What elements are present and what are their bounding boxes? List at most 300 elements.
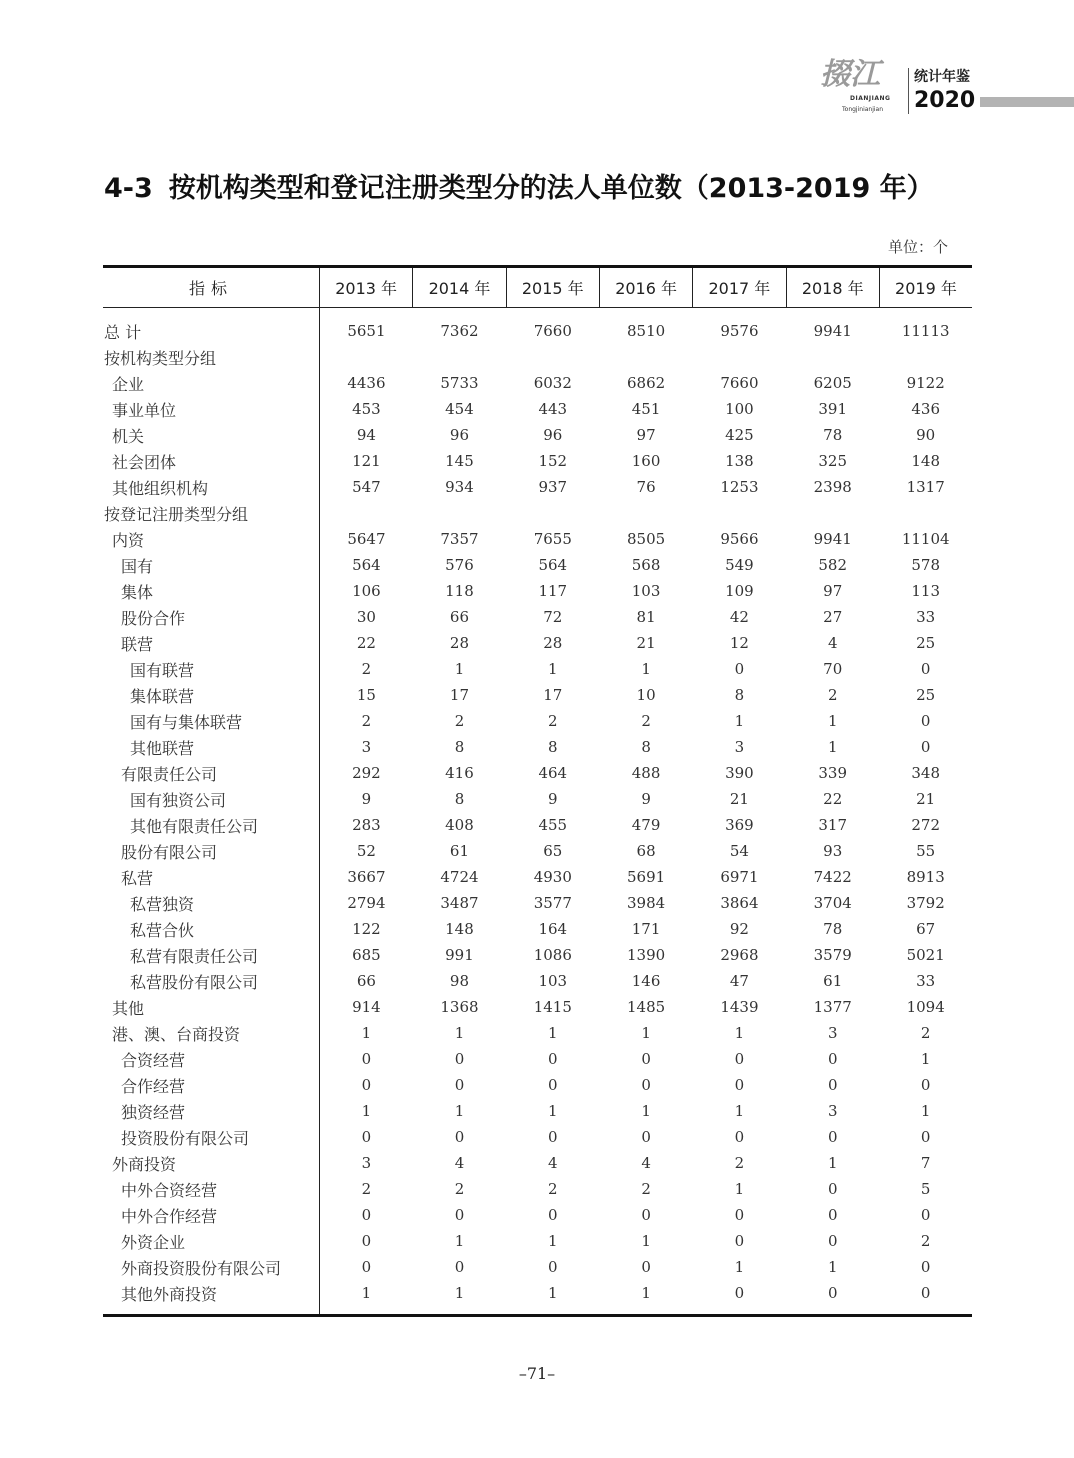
table-row	[103, 422, 972, 448]
table-row	[103, 1072, 972, 1098]
cell-value: 7660	[533, 322, 572, 340]
cell-value: 97	[823, 582, 843, 600]
cell-value: 10	[636, 686, 656, 704]
cell-value: 0	[734, 1128, 745, 1146]
cell-value: 0	[641, 1258, 651, 1276]
row-label: 集体联营	[103, 682, 320, 708]
cell-value: 8	[641, 738, 651, 756]
row-label: 中外合资经营	[103, 1176, 320, 1202]
cell-value: 2	[361, 660, 372, 678]
row-label: 外商投资	[103, 1150, 320, 1176]
header-row	[103, 267, 972, 308]
cell-value: 66	[449, 608, 470, 626]
table-row	[103, 474, 972, 500]
cell-value: 94	[356, 426, 376, 444]
cell-value: 2	[548, 712, 558, 730]
row-label: 社会团体	[103, 448, 320, 474]
cell-value: 317	[818, 816, 848, 834]
cell-value: 0	[827, 1180, 838, 1198]
cell-value: 0	[827, 1050, 838, 1068]
cell-value: 28	[543, 634, 563, 652]
table-row	[103, 308, 972, 345]
logo-book-title: 统计年鉴	[914, 69, 970, 85]
cell-value: 488	[631, 764, 661, 782]
table-row	[103, 1202, 972, 1228]
cell-value: 1	[599, 1280, 692, 1316]
cell-value: 1	[641, 1024, 651, 1042]
cell-value: 3487	[440, 894, 479, 912]
cell-value: 68	[636, 842, 656, 860]
row-label: 有限责任公司	[103, 760, 320, 786]
cell-value: 52	[356, 842, 376, 860]
cell-value: 0	[827, 1128, 838, 1146]
cell-value: 8	[734, 686, 745, 704]
cell-value: 453	[352, 400, 381, 418]
cell-value: 685	[352, 946, 381, 964]
cell-value: 21	[916, 790, 936, 808]
cell-value: 4	[548, 1154, 558, 1172]
cell-value	[879, 344, 972, 370]
cell-value: 8505	[627, 530, 666, 548]
cell-value: 1	[734, 1258, 745, 1276]
row-label: 合资经营	[103, 1046, 320, 1072]
column-header-indicator: 指标	[103, 267, 320, 308]
cell-value: 5647	[347, 530, 386, 548]
logo-separator	[908, 68, 909, 114]
cell-value: 0	[548, 1206, 558, 1224]
row-label: 其他组织机构	[103, 474, 320, 500]
cell-value: 9	[641, 790, 651, 808]
table-row	[103, 552, 972, 578]
cell-value: 22	[356, 634, 376, 652]
table-row	[103, 708, 972, 734]
cell-value: 0	[548, 1128, 558, 1146]
cell-value: 164	[538, 920, 568, 938]
cell-value: 0	[920, 738, 931, 756]
cell-value: 914	[352, 998, 381, 1016]
cell-value: 0	[361, 1050, 372, 1068]
row-label: 港、澳、台商投资	[103, 1020, 320, 1046]
cell-value: 4724	[440, 868, 479, 886]
table-row	[103, 942, 972, 968]
cell-value: 3667	[347, 868, 386, 886]
cell-value: 564	[352, 556, 381, 574]
cell-value: 1	[827, 738, 838, 756]
cell-value: 0	[548, 1076, 558, 1094]
cell-value	[599, 344, 692, 370]
cell-value: 2	[827, 686, 838, 704]
cell-value: 325	[818, 452, 848, 470]
cell-value: 1	[320, 1280, 413, 1316]
cell-value: 3	[827, 1102, 838, 1120]
cell-value: 2	[641, 712, 651, 730]
cell-value: 9	[548, 790, 558, 808]
cell-value: 138	[725, 452, 754, 470]
unit-label: 单位：个	[887, 238, 948, 256]
column-header-year: 2014 年	[413, 267, 506, 308]
column-header-year: 2016 年	[599, 267, 692, 308]
cell-value: 4	[827, 634, 838, 652]
cell-value: 408	[445, 816, 474, 834]
cell-value: 92	[729, 920, 749, 938]
cell-value: 160	[631, 452, 661, 470]
cell-value: 1415	[533, 998, 572, 1016]
cell-value: 0	[920, 712, 931, 730]
cell-value: 455	[538, 816, 568, 834]
cell-value: 2968	[720, 946, 759, 964]
table-row	[103, 812, 972, 838]
page-number: –71–	[518, 1364, 556, 1383]
cell-value: 17	[449, 686, 470, 704]
cell-value: 98	[449, 972, 470, 990]
cell-value: 81	[636, 608, 656, 626]
row-label: 总 计	[103, 308, 320, 345]
cell-value: 369	[725, 816, 754, 834]
row-label: 集体	[103, 578, 320, 604]
cell-value	[320, 344, 413, 370]
cell-value	[320, 500, 413, 526]
row-label: 股份有限公司	[103, 838, 320, 864]
cell-value: 61	[449, 842, 470, 860]
cell-value: 454	[445, 400, 474, 418]
cell-value: 2	[920, 1024, 931, 1042]
table-row	[103, 1020, 972, 1046]
table-row	[103, 968, 972, 994]
cell-value	[693, 344, 786, 370]
cell-value: 0	[454, 1206, 465, 1224]
cell-value: 0	[454, 1050, 465, 1068]
cell-value: 0	[827, 1206, 838, 1224]
cell-value: 1	[920, 1102, 931, 1120]
cell-value: 171	[631, 920, 661, 938]
cell-value	[413, 500, 506, 526]
cell-value: 55	[916, 842, 936, 860]
cell-value: 4930	[533, 868, 572, 886]
cell-value: 1390	[627, 946, 666, 964]
cell-value: 30	[356, 608, 376, 626]
cell-value: 61	[823, 972, 843, 990]
table-row	[103, 448, 972, 474]
cell-value: 1	[506, 1280, 599, 1316]
cell-value: 0	[827, 1232, 838, 1250]
cell-value: 0	[454, 1128, 465, 1146]
cell-value: 5	[920, 1180, 931, 1198]
cell-value: 148	[445, 920, 474, 938]
row-label: 外资企业	[103, 1228, 320, 1254]
cell-value: 0	[454, 1258, 465, 1276]
cell-value: 109	[725, 582, 754, 600]
cell-value: 7362	[440, 322, 479, 340]
cell-value: 1439	[720, 998, 759, 1016]
table-row	[103, 760, 972, 786]
row-label: 国有独资公司	[103, 786, 320, 812]
cell-value: 118	[445, 582, 474, 600]
cell-value: 451	[631, 400, 661, 418]
header-decor-bar	[980, 97, 1074, 107]
table-row	[103, 786, 972, 812]
yearbook-logo	[820, 58, 980, 118]
cell-value: 991	[445, 946, 474, 964]
cell-value	[599, 500, 692, 526]
cell-value: 1	[454, 1024, 465, 1042]
cell-value: 7660	[720, 374, 759, 392]
cell-value: 70	[823, 660, 843, 678]
cell-value: 3	[361, 1154, 372, 1172]
cell-value: 576	[445, 556, 474, 574]
cell-value: 9576	[720, 322, 759, 340]
row-label: 企业	[103, 370, 320, 396]
cell-value: 0	[548, 1258, 558, 1276]
cell-value: 549	[725, 556, 754, 574]
cell-value: 8	[454, 738, 465, 756]
cell-value: 2794	[347, 894, 386, 912]
table-row	[103, 916, 972, 942]
cell-value: 12	[729, 634, 749, 652]
cell-value: 1	[548, 1102, 558, 1120]
column-header-year: 2015 年	[506, 267, 599, 308]
column-header-year: 2013 年	[320, 267, 413, 308]
cell-value: 1	[548, 660, 558, 678]
cell-value: 0	[641, 1206, 651, 1224]
cell-value: 0	[641, 1076, 651, 1094]
cell-value	[506, 344, 599, 370]
cell-value: 7655	[533, 530, 572, 548]
cell-value: 6862	[627, 374, 666, 392]
cell-value: 121	[352, 452, 381, 470]
cell-value: 1	[827, 1154, 838, 1172]
cell-value: 1	[734, 1180, 745, 1198]
cell-value: 0	[920, 1258, 931, 1276]
cell-value: 0	[734, 1206, 745, 1224]
cell-value: 0	[693, 1280, 786, 1316]
cell-value: 6032	[533, 374, 572, 392]
cell-value: 117	[538, 582, 568, 600]
cell-value: 564	[538, 556, 568, 574]
cell-value: 0	[920, 1128, 931, 1146]
cell-value: 5691	[627, 868, 666, 886]
cell-value: 3984	[627, 894, 666, 912]
cell-value: 934	[445, 478, 474, 496]
row-label: 联营	[103, 630, 320, 656]
cell-value: 1317	[906, 478, 945, 496]
table-row	[103, 864, 972, 890]
cell-value: 1	[454, 1232, 465, 1250]
table-row	[103, 734, 972, 760]
cell-value: 0	[920, 660, 931, 678]
cell-value: 6205	[813, 374, 852, 392]
cell-value: 1	[827, 712, 838, 730]
cell-value: 7357	[440, 530, 479, 548]
row-label: 私营	[103, 864, 320, 890]
cell-value: 9	[361, 790, 372, 808]
statistics-table	[103, 265, 972, 1317]
cell-value	[413, 344, 506, 370]
cell-value: 0	[920, 1076, 931, 1094]
cell-value: 3864	[720, 894, 759, 912]
cell-value: 1	[361, 1102, 372, 1120]
cell-value: 2	[734, 1154, 745, 1172]
cell-value: 1	[734, 1024, 745, 1042]
table-row	[103, 838, 972, 864]
row-label: 私营独资	[103, 890, 320, 916]
logo-pinyin-sub: Tongjinianjian	[842, 106, 884, 113]
row-label: 私营股份有限公司	[103, 968, 320, 994]
cell-value: 145	[445, 452, 474, 470]
table-row	[103, 1098, 972, 1124]
cell-value: 3579	[813, 946, 852, 964]
row-label: 事业单位	[103, 396, 320, 422]
cell-value: 17	[543, 686, 563, 704]
cell-value: 113	[911, 582, 940, 600]
table-row	[103, 500, 972, 526]
logo-pinyin: DIANJIANG	[850, 95, 891, 102]
cell-value: 9122	[906, 374, 945, 392]
table-row	[103, 1046, 972, 1072]
row-label: 投资股份有限公司	[103, 1124, 320, 1150]
table-title	[104, 166, 934, 205]
cell-value: 292	[352, 764, 381, 782]
cell-value: 436	[911, 400, 940, 418]
cell-value: 28	[449, 634, 470, 652]
cell-value: 66	[356, 972, 376, 990]
cell-value: 27	[823, 608, 843, 626]
cell-value: 72	[543, 608, 563, 626]
logo-book-year: 2020	[914, 88, 976, 113]
cell-value: 96	[449, 426, 470, 444]
cell-value: 1	[454, 660, 465, 678]
table-row	[103, 578, 972, 604]
cell-value: 0	[361, 1232, 372, 1250]
logo-brush-text: 掇江	[820, 57, 880, 92]
cell-value: 11113	[901, 322, 950, 340]
cell-value: 1	[548, 1024, 558, 1042]
cell-value: 2	[920, 1232, 931, 1250]
table-row	[103, 344, 972, 370]
cell-value: 11104	[901, 530, 950, 548]
cell-value: 97	[636, 426, 656, 444]
cell-value: 6971	[720, 868, 759, 886]
table-row	[103, 526, 972, 552]
row-label: 国有	[103, 552, 320, 578]
row-label: 私营合伙	[103, 916, 320, 942]
cell-value: 93	[823, 842, 843, 860]
table-row	[103, 1228, 972, 1254]
cell-value: 25	[916, 686, 936, 704]
cell-value: 0	[827, 1076, 838, 1094]
cell-value: 1	[920, 1050, 931, 1068]
cell-value	[786, 500, 879, 526]
cell-value: 283	[352, 816, 381, 834]
cell-value: 0	[454, 1076, 465, 1094]
table-row	[103, 890, 972, 916]
cell-value: 42	[729, 608, 749, 626]
cell-value: 2	[548, 1180, 558, 1198]
cell-value: 547	[352, 478, 381, 496]
cell-value: 4	[454, 1154, 465, 1172]
cell-value: 1	[548, 1232, 558, 1250]
cell-value: 0	[879, 1280, 972, 1316]
cell-value: 15	[356, 686, 376, 704]
table-row	[103, 370, 972, 396]
table-row	[103, 1124, 972, 1150]
cell-value: 1	[361, 1024, 372, 1042]
cell-value: 1	[734, 1102, 745, 1120]
cell-value: 568	[631, 556, 661, 574]
table-body	[103, 308, 972, 1316]
cell-value: 5021	[906, 946, 945, 964]
row-label: 按机构类型分组	[103, 344, 320, 370]
cell-value: 0	[641, 1050, 651, 1068]
cell-value: 0	[361, 1206, 372, 1224]
cell-value: 391	[818, 400, 848, 418]
cell-value: 937	[538, 478, 568, 496]
cell-value: 47	[729, 972, 749, 990]
cell-value: 4	[641, 1154, 651, 1172]
cell-value: 96	[543, 426, 563, 444]
cell-value: 8	[454, 790, 465, 808]
table-row	[103, 682, 972, 708]
cell-value: 425	[725, 426, 754, 444]
cell-value: 9941	[813, 530, 852, 548]
cell-value: 416	[445, 764, 474, 782]
cell-value: 2	[361, 712, 372, 730]
cell-value: 21	[729, 790, 749, 808]
row-label: 国有与集体联营	[103, 708, 320, 734]
cell-value: 1485	[627, 998, 666, 1016]
cell-value: 78	[823, 920, 843, 938]
cell-value: 33	[916, 972, 936, 990]
table-row	[103, 630, 972, 656]
cell-value: 339	[818, 764, 848, 782]
cell-value: 100	[725, 400, 754, 418]
cell-value	[786, 344, 879, 370]
cell-value: 0	[548, 1050, 558, 1068]
cell-value: 272	[911, 816, 940, 834]
cell-value: 54	[729, 842, 749, 860]
cell-value: 22	[823, 790, 843, 808]
row-label: 其他	[103, 994, 320, 1020]
cell-value: 152	[538, 452, 568, 470]
table-title-text: 按机构类型和登记注册类型分的法人单位数（2013-2019 年）	[168, 173, 934, 204]
table-row	[103, 656, 972, 682]
cell-value: 1	[641, 660, 651, 678]
row-label: 内资	[103, 526, 320, 552]
cell-value: 8913	[906, 868, 945, 886]
cell-value: 0	[734, 1076, 745, 1094]
cell-value: 2	[641, 1180, 651, 1198]
row-label: 其他外商投资	[103, 1280, 320, 1316]
cell-value: 90	[916, 426, 936, 444]
table-number: 4-3	[104, 173, 153, 204]
row-label: 独资经营	[103, 1098, 320, 1124]
row-label: 私营有限责任公司	[103, 942, 320, 968]
cell-value: 582	[818, 556, 848, 574]
cell-value: 2	[454, 1180, 465, 1198]
cell-value: 148	[911, 452, 940, 470]
cell-value: 2398	[813, 478, 852, 496]
table-row	[103, 396, 972, 422]
cell-value: 8	[548, 738, 558, 756]
column-header-year: 2017 年	[693, 267, 786, 308]
row-label: 按登记注册类型分组	[103, 500, 320, 526]
cell-value: 2	[454, 712, 465, 730]
cell-value: 479	[631, 816, 661, 834]
cell-value: 1	[641, 1102, 651, 1120]
cell-value: 9941	[813, 322, 852, 340]
cell-value: 578	[911, 556, 940, 574]
cell-value: 0	[361, 1076, 372, 1094]
row-label: 中外合作经营	[103, 1202, 320, 1228]
